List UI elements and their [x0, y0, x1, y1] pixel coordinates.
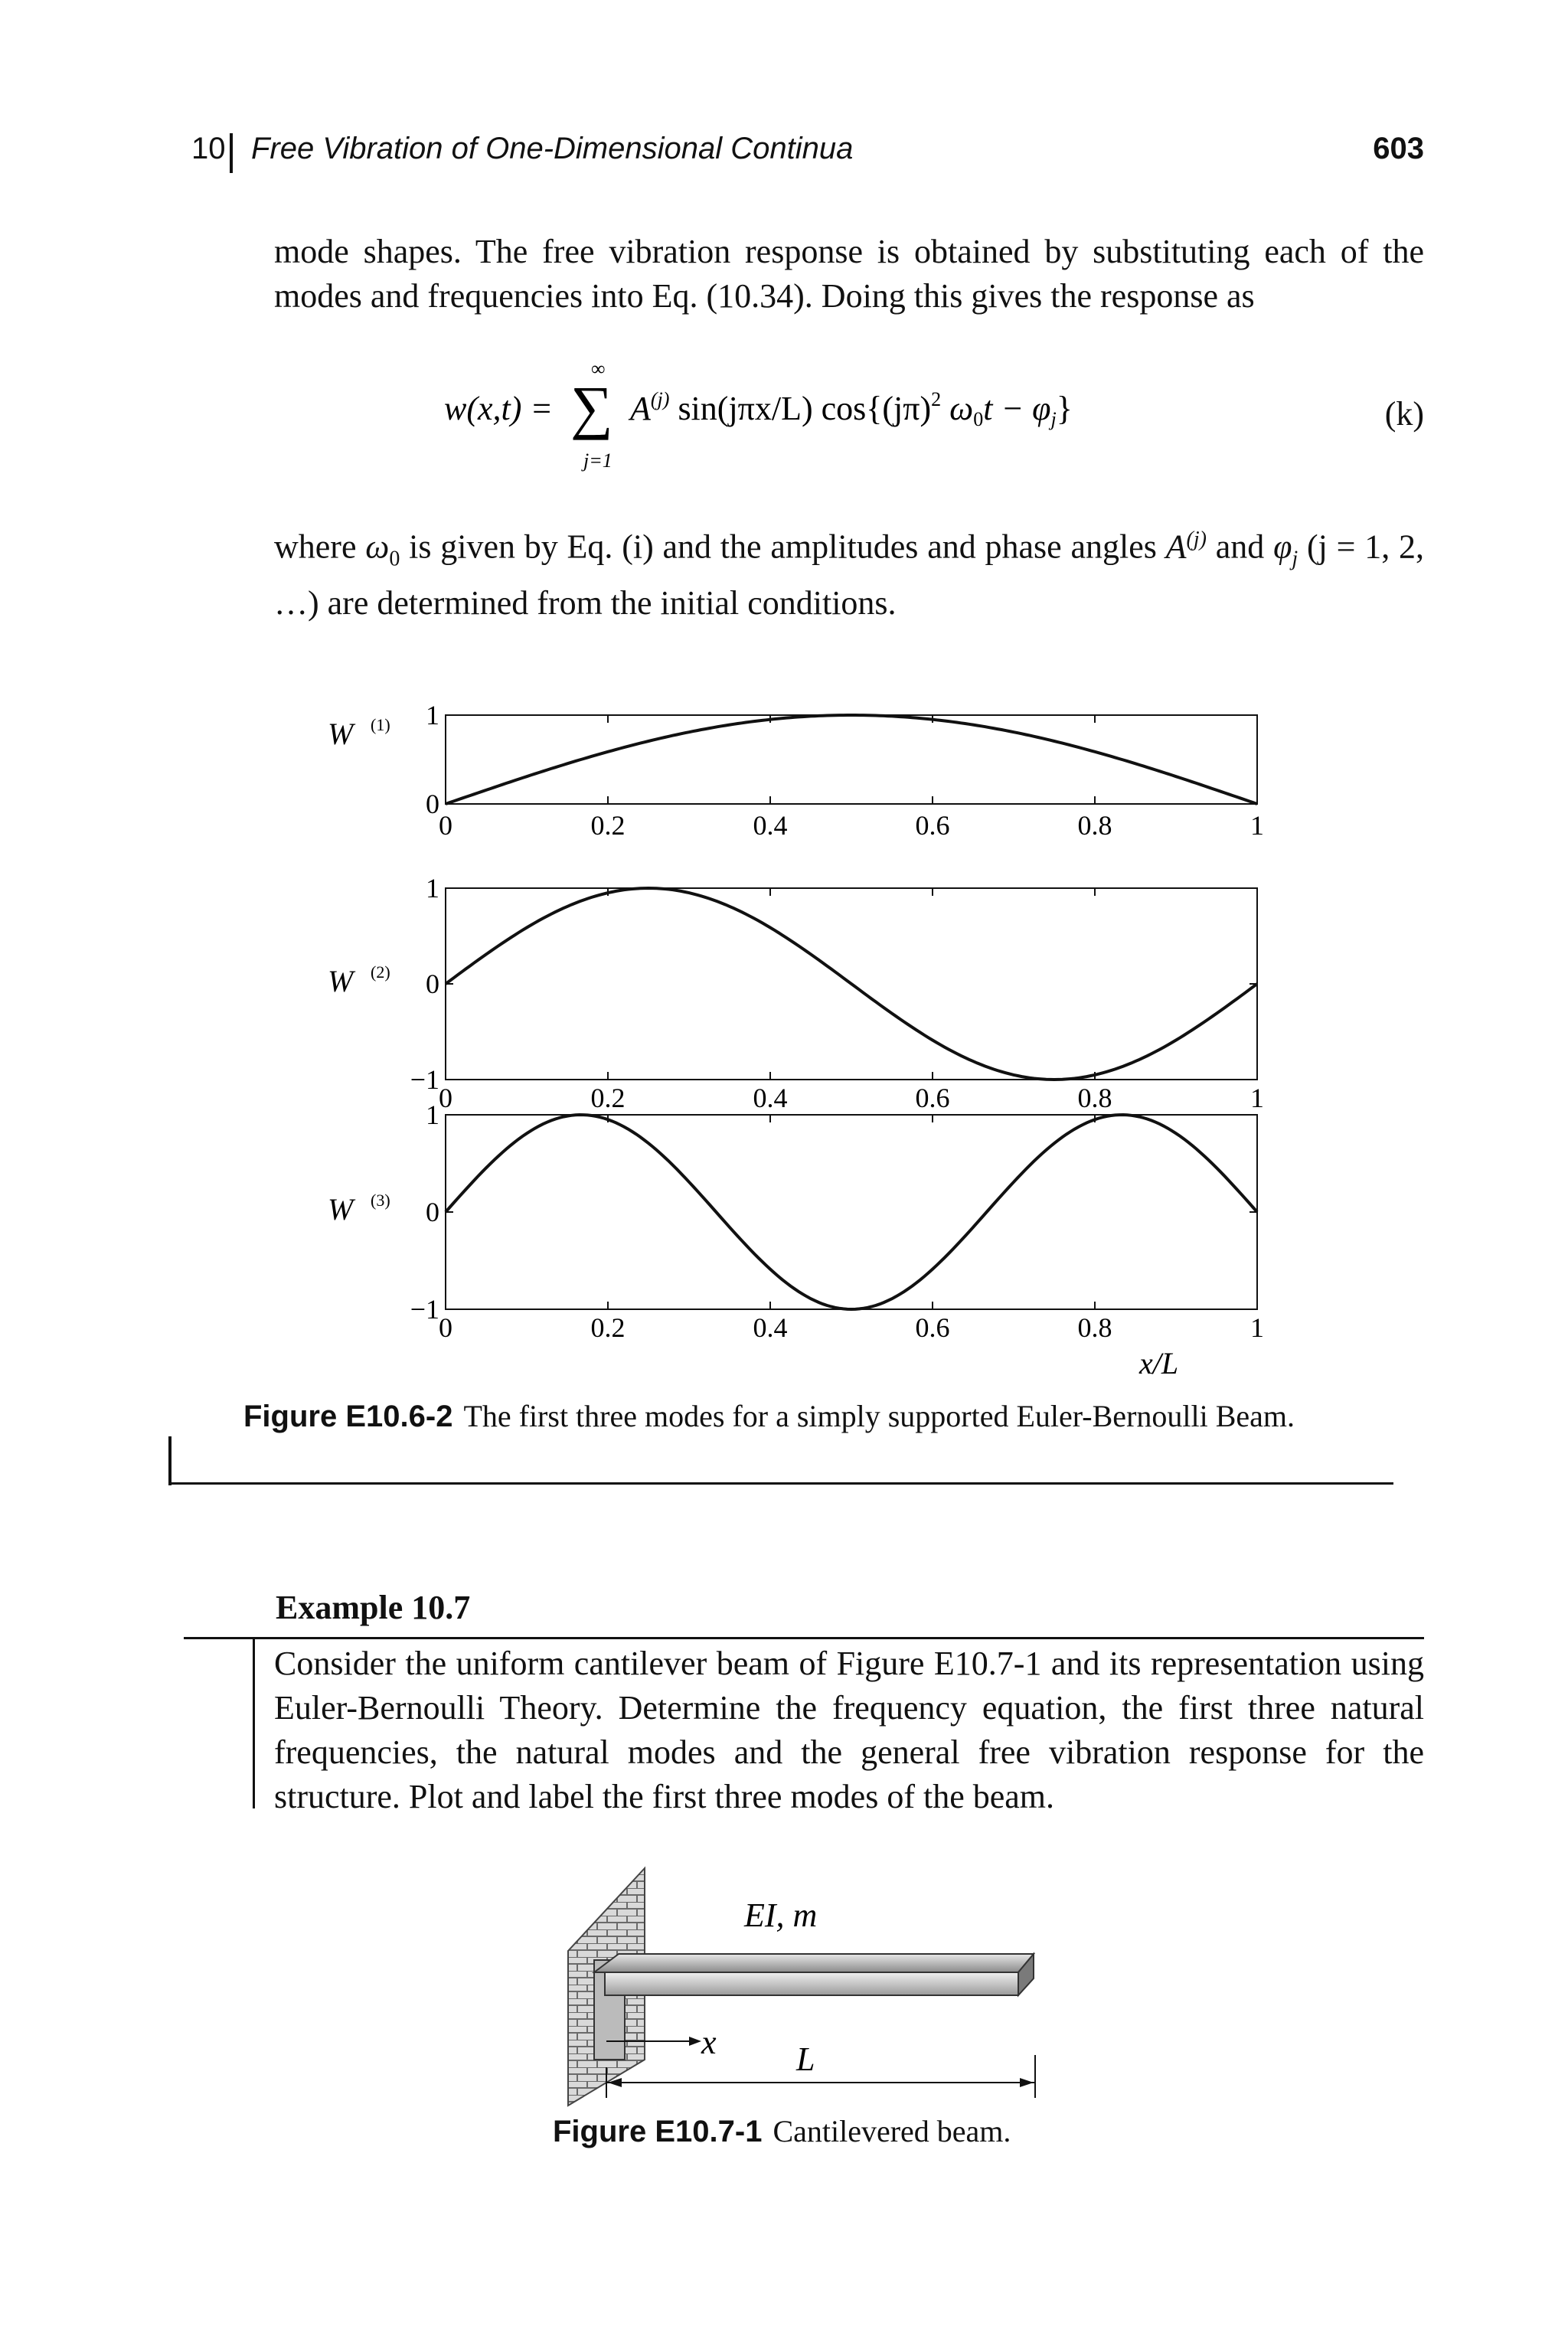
x-tick-label: 0.4 [753, 810, 788, 841]
x-tick-label: 0 [439, 1083, 452, 1113]
beam-top-face [594, 1954, 1034, 1972]
figure-label: Figure E10.7-1 [553, 2115, 763, 2148]
figure-caption-text: Cantilevered beam. [773, 2114, 1011, 2148]
x-tick-label: 0.2 [590, 810, 626, 841]
x-tick-label: 0.6 [915, 1312, 950, 1343]
y-axis-label: W [328, 1192, 354, 1227]
x-tick-label: 0.8 [1077, 1312, 1112, 1343]
x-tick-label: 0.6 [915, 810, 950, 841]
y-tick-label: −1 [410, 1064, 439, 1095]
sum-symbol: ∑ [570, 374, 613, 440]
equation-label: (k) [1384, 395, 1424, 433]
eq-term-A: $A^{(j)}$ sin(jπx/L) $\cos\{(j\pi)^2$ ω0t − φj} [630, 388, 1073, 430]
y-axis-label: W [328, 964, 354, 998]
x-tick-label: 1 [1250, 810, 1264, 841]
x-label: x [701, 2024, 717, 2061]
x-tick-label: 0.2 [590, 1312, 626, 1343]
example-title: Example 10.7 [276, 1589, 471, 1626]
y-axis-label-superscript: (3) [371, 1191, 390, 1210]
length-label: L [796, 2040, 815, 2078]
y-tick-label: 0 [426, 1197, 439, 1227]
page-number: 603 [1373, 132, 1424, 165]
y-axis-label-superscript: (2) [371, 962, 390, 982]
y-tick-label: 0 [426, 969, 439, 999]
equation-lhs: w(x,t) = [444, 390, 554, 427]
sum-upper-limit: ∞ [591, 358, 606, 380]
y-tick-label: 0 [426, 789, 439, 819]
y-tick-label: 1 [426, 700, 439, 730]
x-tick-label: 0.8 [1077, 1083, 1112, 1113]
y-tick-label: 1 [426, 873, 439, 903]
x-tick-label: 0 [439, 1312, 452, 1343]
x-tick-label: 1 [1250, 1083, 1264, 1113]
paragraph-intro: mode shapes. The free vibration response is obtained by substituting each of the modes and frequencies into Eq. (10.34). Doing this gives the response as [274, 233, 1424, 315]
x-tick-label: 0.4 [753, 1083, 788, 1113]
y-axis-label: W [328, 717, 354, 751]
chapter-number: 10 [191, 132, 226, 165]
example-body: Consider the uniform cantilever beam of Figure E10.7-1 and its representation using Euler-Bernoulli Theory. Determine the frequency equation, the first three natural frequencies, the natural modes and the general free vibration response for the structure. Plot and label the first three modes of the beam. [274, 1645, 1424, 1815]
paragraph-where: where $\omega_0$ is given by Eq. (i) and the amplitudes and phase angles $A^{(j)}$ and $\varphi_j$ (j = 1, 2, …) are determined from the initial conditions. [274, 528, 1424, 622]
y-tick-label: 1 [426, 1099, 439, 1130]
x-tick-label: 1 [1250, 1312, 1264, 1343]
chapter-title: Free Vibration of One-Dimensional Continua [251, 132, 854, 165]
x-tick-label: 0.4 [753, 1312, 788, 1343]
x-arrow-head [689, 2037, 701, 2046]
y-axis-label-superscript: (1) [371, 715, 390, 734]
beam-front-face [605, 1972, 1018, 1995]
x-tick-label: 0.2 [590, 1083, 626, 1113]
x-tick-label: 0.8 [1077, 810, 1112, 841]
y-tick-label: −1 [410, 1294, 439, 1325]
x-tick-label: 0.6 [915, 1083, 950, 1113]
figure-caption-text: The first three modes for a simply supported Euler-Bernoulli Beam. [463, 1399, 1295, 1433]
figure-label: Figure E10.6-2 [243, 1400, 453, 1433]
length-arrow-right [1020, 2078, 1034, 2087]
x-tick-label: 0 [439, 810, 452, 841]
x-axis-label: x/L [1139, 1346, 1179, 1380]
sum-lower-limit: j=1 [583, 449, 612, 472]
beam-property-label: EI, m [744, 1897, 818, 1934]
figure-caption-beam [553, 2113, 1011, 2149]
